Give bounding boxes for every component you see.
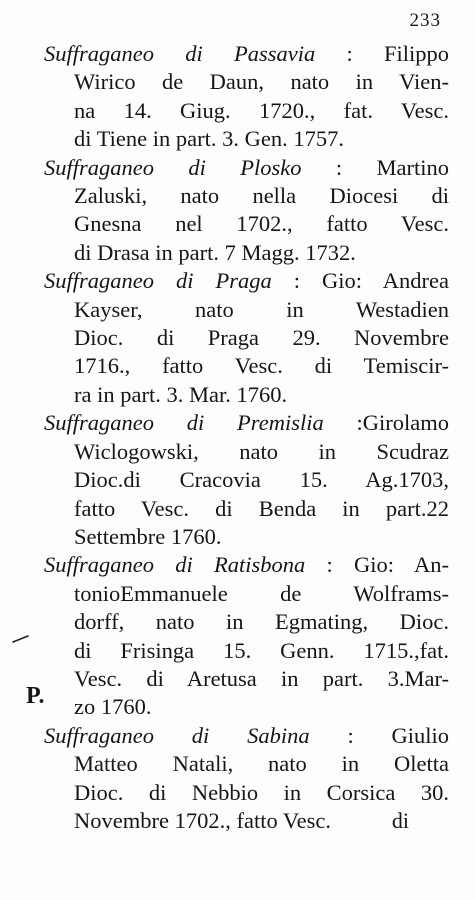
entry-line: Kayser, nato in Westadien [74,296,449,322]
entry-line: Wiclogowski, nato in Scudraz [74,438,449,464]
entry-line [44,551,449,579]
margin-pen-stroke [12,634,30,644]
entry-text: : Giulio [347,722,449,748]
entry-line [44,409,449,437]
entry-line: di Frisinga 15. Genn. 1715.,fat. [74,637,449,663]
entry-line: fatto Vesc. di Benda in part.22 [74,495,449,521]
entry-line [44,267,449,295]
entry-text: : Filippo [346,41,449,66]
entry-text: : Martino [335,154,450,180]
entry-line: Dioc. di Praga 29. Novembre [74,325,449,351]
entry-line [44,154,449,182]
entry-line: di Tiene in part. 3. Gen. 1757. [74,126,344,152]
entry-text: : Gio: Andrea [293,268,450,294]
entry-line [44,40,449,68]
entry-line: na 14. Giug. 1720., fat. Vesc. [74,97,449,123]
entry-line: ra in part. 3. Mar. 1760. [74,381,288,407]
entry-heading: Suffraganeo di Passavia [44,41,316,66]
entry-line [44,722,449,750]
entry-line: Wirico de Daun, nato in Vien- [74,69,449,95]
entry-line: di Drasa in part. 7 Magg. 1732. [74,239,356,265]
entry [44,40,449,154]
entry-heading: Suffraganeo di Praga [44,268,272,294]
entry [44,267,449,409]
entry-text: : Gio: An- [326,552,449,578]
entry-line: zo 1760. [74,694,152,720]
entry-heading: Suffraganeo di Plosko [44,154,302,180]
catchword: di [391,808,409,833]
entry-line: Vesc. di Aretusa in part. 3.Mar- [74,665,449,691]
entry-heading: Suffraganeo di Sabina [44,722,310,748]
entry [44,409,449,551]
entry-heading: Suffraganeo di Premislia [44,410,324,436]
entry-line: tonioEmmanuele de Wolframs- [74,580,449,606]
entry-line: Settembre 1760. [74,523,222,549]
page-number: 233 [409,10,441,31]
entry-line: 1716., fatto Vesc. di Temiscir- [74,353,449,379]
entry-line: Zaluski, nato nella Diocesi di [74,183,449,209]
entry-line: Novembre 1702., fatto Vesc. [74,807,332,833]
entries-list [44,40,449,835]
entry-heading: Suffraganeo di Ratisbona [44,552,306,578]
entry-line: Dioc. di Nebbio in Corsica 30. [74,779,449,805]
entry-line: dorff, nato in Egmating, Dioc. [74,609,449,635]
entry-line: Gnesna nel 1702., fatto Vesc. [74,211,449,237]
section-mark: P. [26,683,45,709]
entry [44,154,449,268]
entry-text: :Girolamo [356,410,449,436]
entry [44,551,449,721]
entry [44,722,449,836]
entry-line: Matteo Natali, nato in Oletta [74,751,449,777]
entry-line: Dioc.di Cracovia 15. Ag.1703, [74,467,449,493]
